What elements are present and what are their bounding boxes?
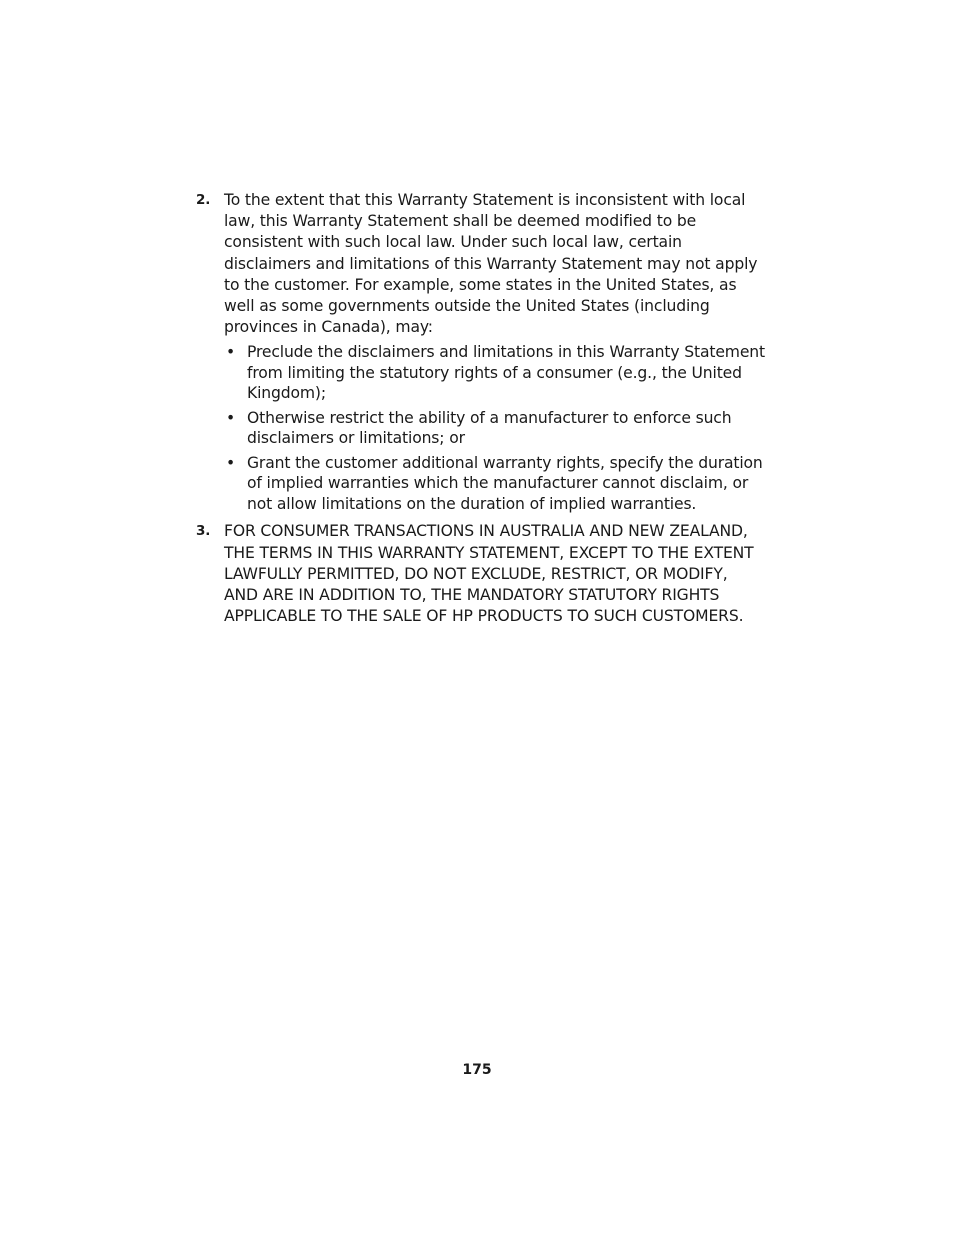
list-item [224, 408, 766, 449]
warranty-text [196, 190, 766, 627]
list-item [224, 342, 766, 404]
bullet-icon: • [226, 408, 236, 427]
bullet-text: Otherwise restrict the ability of a manufacturer to enforce such disclaimers or limitations; or [247, 408, 732, 448]
bullet-text: Grant the customer additional warranty rights, specify the duration of implied warranties which the manufacturer cannot disclaim, or not allow limitations on the duration of implied warranties. [247, 453, 763, 513]
page-number: 175 [462, 1062, 492, 1078]
warranty-item-2 [196, 190, 766, 514]
warranty-item-3 [196, 521, 766, 627]
item-number: 3. [196, 523, 211, 540]
bullet-text: Preclude the disclaimers and limitations in this Warranty Statement from limiting the statutory rights of a consumer (e.g., the United Kingdom); [247, 343, 765, 403]
item-number: 2. [196, 192, 211, 208]
item-text: FOR CONSUMER TRANSACTIONS IN AUSTRALIA AND NEW ZEALAND, THE TERMS IN THIS WARRANTY STATEMENT, EXCEPT TO THE EXTENT LAWFULLY PERMITTED, DO NOT EXCLUDE, RESTRICT, OR MODIFY, AND ARE IN ADDITION TO, THE MANDATORY STATUTORY RIGHTS APPLICABLE TO THE SALE OF HP PRODUCTS TO SUCH CUSTOMERS. [224, 522, 754, 626]
list-item [224, 453, 766, 515]
bullet-icon: • [226, 343, 236, 362]
bullet-list [224, 342, 766, 514]
bullet-icon: • [226, 453, 236, 472]
item-text: To the extent that this Warranty Statement is inconsistent with local law, this Warranty Statement shall be deemed modified to be consistent with such local law. Under such local law, certain disclaimers and limitations of this Warranty Statement may not apply to the customer. For example, some states in the United States, as well as some governments outside the United States (including provinces in Canada), may: [224, 191, 758, 337]
